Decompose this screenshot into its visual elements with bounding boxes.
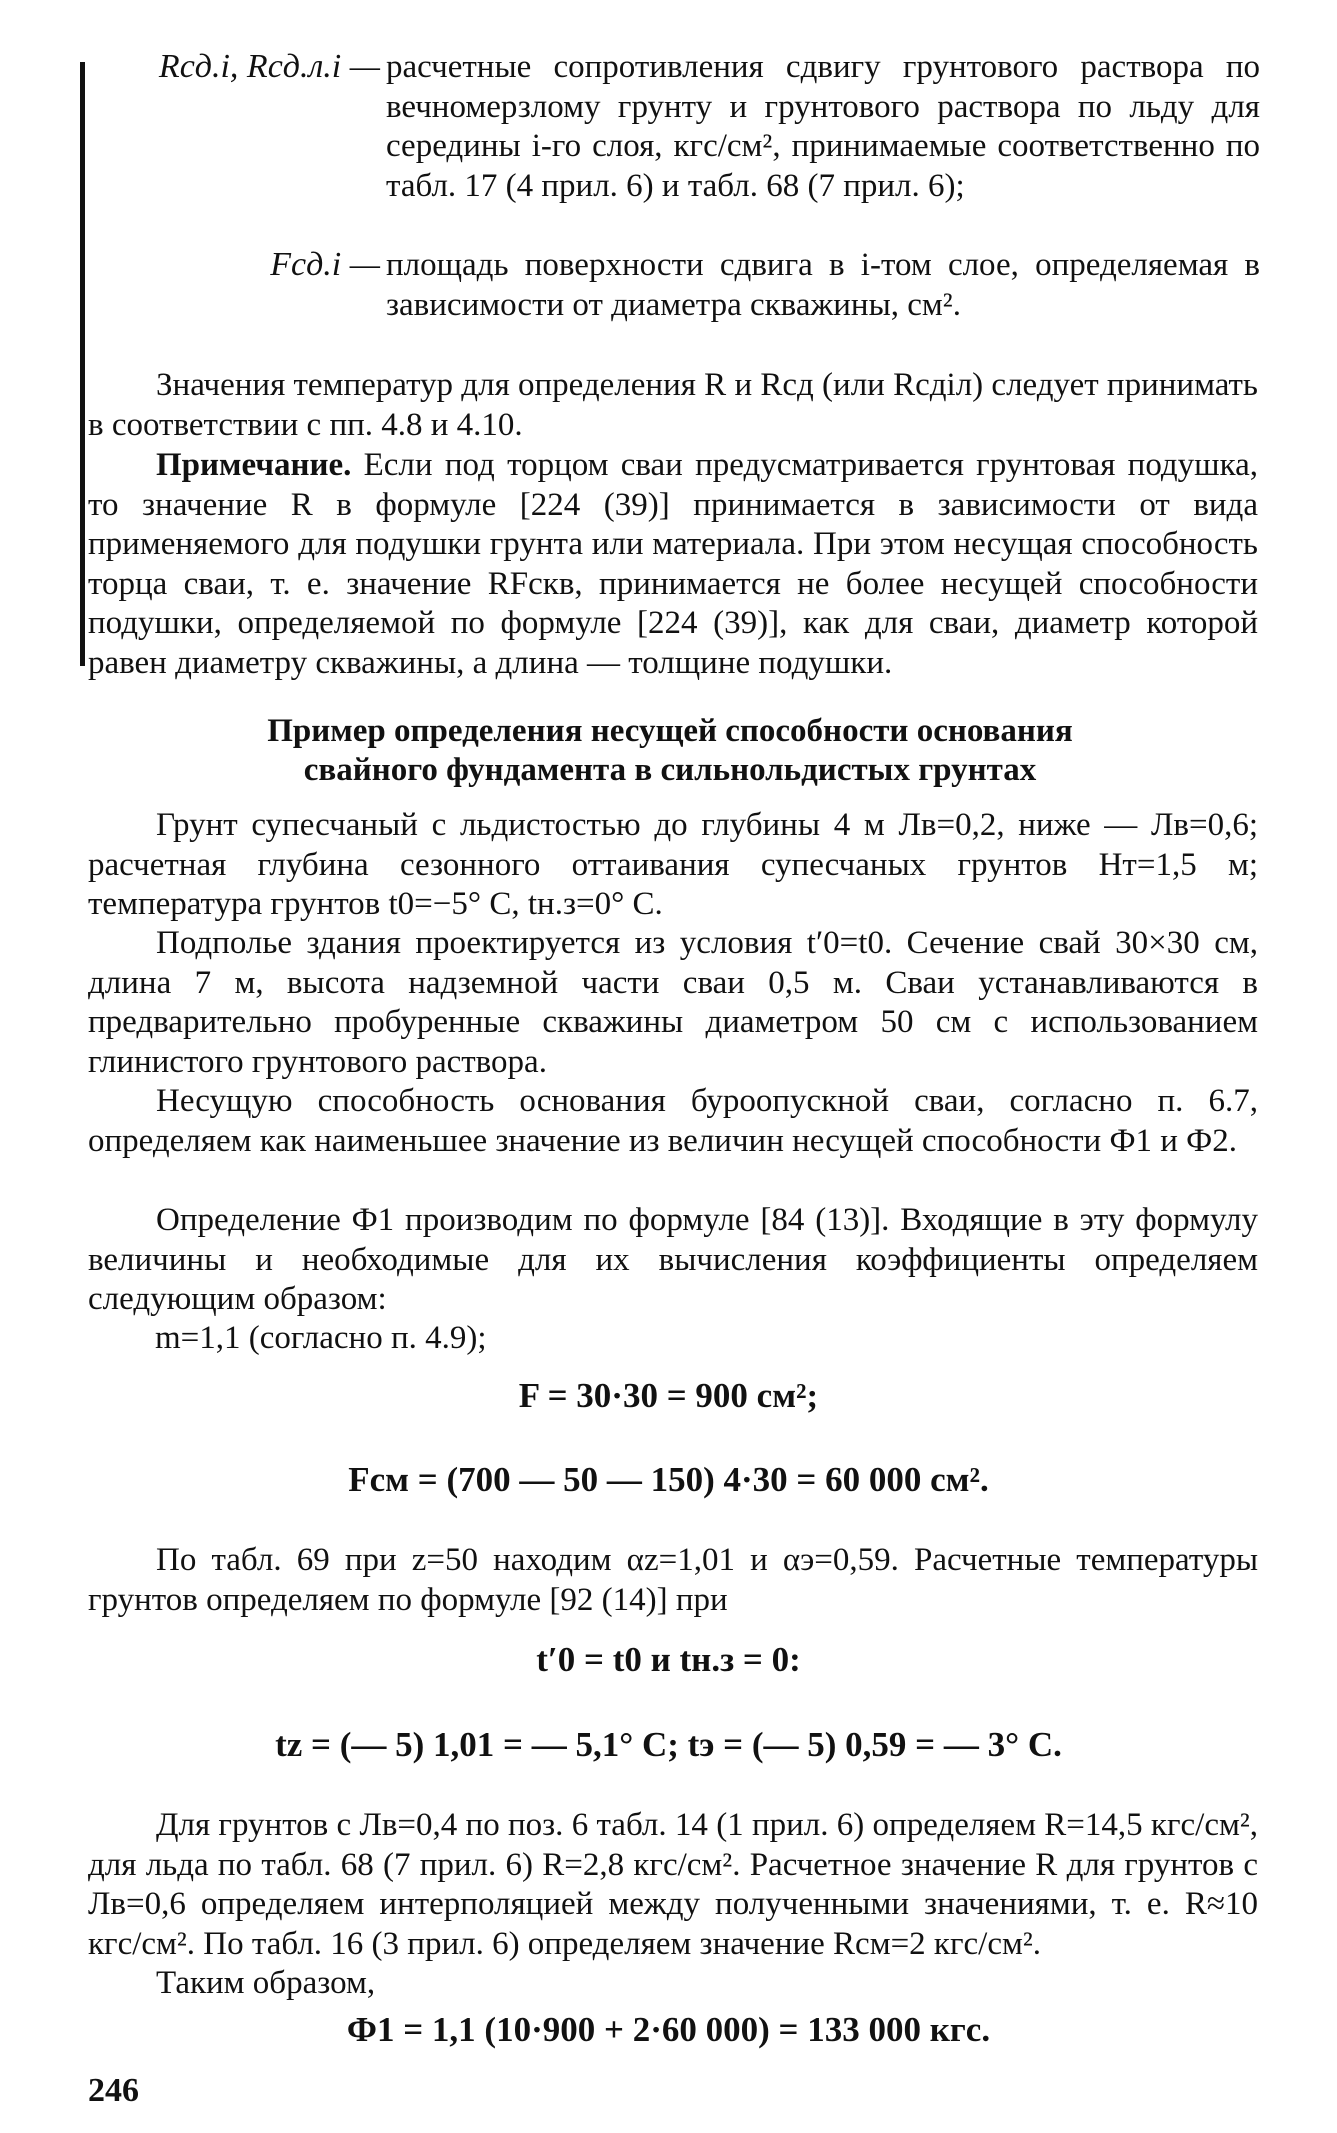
formula-phi1: Ф1 = 1,1 (10·900 + 2·60 000) = 133 000 кгс. xyxy=(346,2010,991,2049)
margin-change-bar xyxy=(80,62,85,666)
definition-symbol: Fсд.i — xyxy=(270,246,380,283)
definition-text: площадь поверхности сдвига в i-том слое, определяемая в зависимости от диаметра скважины, см². xyxy=(386,247,1260,323)
temperature-note: Значения температур для определения R и Rсд (или Rсдiл) следует принимать в соответствии с пп. 4.8 и 4.10. xyxy=(88,367,1258,443)
example-heading xyxy=(100,712,1240,790)
heading-line-2: свайного фундамента в сильнольдистых грунтах xyxy=(303,752,1037,788)
page-number: 246 xyxy=(88,2072,139,2109)
paragraph-piles: Подполье здания проектируется из условия t′0=t0. Сечение свай 30×30 см, длина 7 м, высота надземной части сваи 0,5 м. Сваи устанавливаются в предварительно пробуренные скважины диаметром 50 см с использованием глинистого грунтового раствора. xyxy=(88,925,1258,1080)
definition-text: расчетные сопротивления сдвигу грунтового раствора по вечномерзлому грунту и грунтового раствора по льду для середины i-го слоя, кгс/см², принимаемые соответственно по табл. 17 (4 прил. 6) и табл. 68 (7 прил. 6); xyxy=(386,49,1260,204)
paragraph-soil: Грунт супесчаный с льдистостью до глубины 4 м Лв=0,2, ниже — Лв=0,6; расчетная глубина сезонного оттаивания супесчаных грунтов Hт=1,5 м; температура грунтов t0=−5° C, tн.з=0° C. xyxy=(88,807,1258,922)
paragraph-phi1-definition: Определение Ф1 производим по формуле [84 (13)]. Входящие в эту формулу величины и необходимые для их вычисления коэффициенты определяем следующим образом: xyxy=(88,1202,1258,1317)
definition-fsd xyxy=(100,246,1260,325)
note-label: Примечание. xyxy=(156,447,352,483)
formula-side-area: Fсм = (700 — 50 — 150) 4·30 = 60 000 см². xyxy=(348,1460,989,1499)
note-text: Если под торцом сваи предусматривается грунтовая подушка, то значение R в формуле [224 (39)] принимается в зависимости от вида применяемого для подушки грунта или материала. При этом несущая способность торца сваи, т. е. значение RFскв, принимается не более несущей способности подушки, определяемой по формуле [224 (39)], как для сваи, диаметр которой равен диаметру скважины, а длина — толщине подушки. xyxy=(88,447,1258,681)
paragraph-thus: Таким образом, xyxy=(156,1965,376,2001)
formula-temperatures: tz = (— 5) 1,01 = — 5,1° C; tэ = (— 5) 0,59 = — 3° C. xyxy=(275,1725,1062,1764)
formula-temperature-condition: t′0 = t0 и tн.з = 0: xyxy=(536,1640,801,1679)
heading-line-1: Пример определения несущей способности основания xyxy=(267,713,1073,749)
note-paragraph xyxy=(88,446,1258,683)
definition-symbol: Rсд.i, Rсд.л.i — xyxy=(158,48,380,85)
formula-area: F = 30·30 = 900 см²; xyxy=(518,1376,819,1415)
paragraph-resistance: Для грунтов с Лв=0,4 по поз. 6 табл. 14 (1 прил. 6) определяем R=14,5 кгс/см², для льда по табл. 68 (7 прил. 6) R=2,8 кгс/см². Расчетное значение R для грунтов с Лв=0,6 определяем интерполяцией между полученными значениями, т. е. R≈10 кгс/см². По табл. 16 (3 прил. 6) определяем значение Rсм=2 кгс/см². xyxy=(88,1807,1258,1962)
paragraph-capacity: Несущую способность основания бурoопускной сваи, согласно п. 6.7, определяем как наименьшее значение из величин несущей способности Ф1 и Ф2. xyxy=(88,1083,1258,1159)
definition-rsd xyxy=(100,48,1260,206)
formula-m: m=1,1 (согласно п. 4.9); xyxy=(155,1320,487,1356)
paragraph-table69: По табл. 69 при z=50 находим αz=1,01 и αэ=0,59. Расчетные температуры грунтов определяем по формуле [92 (14)] при xyxy=(88,1542,1258,1618)
